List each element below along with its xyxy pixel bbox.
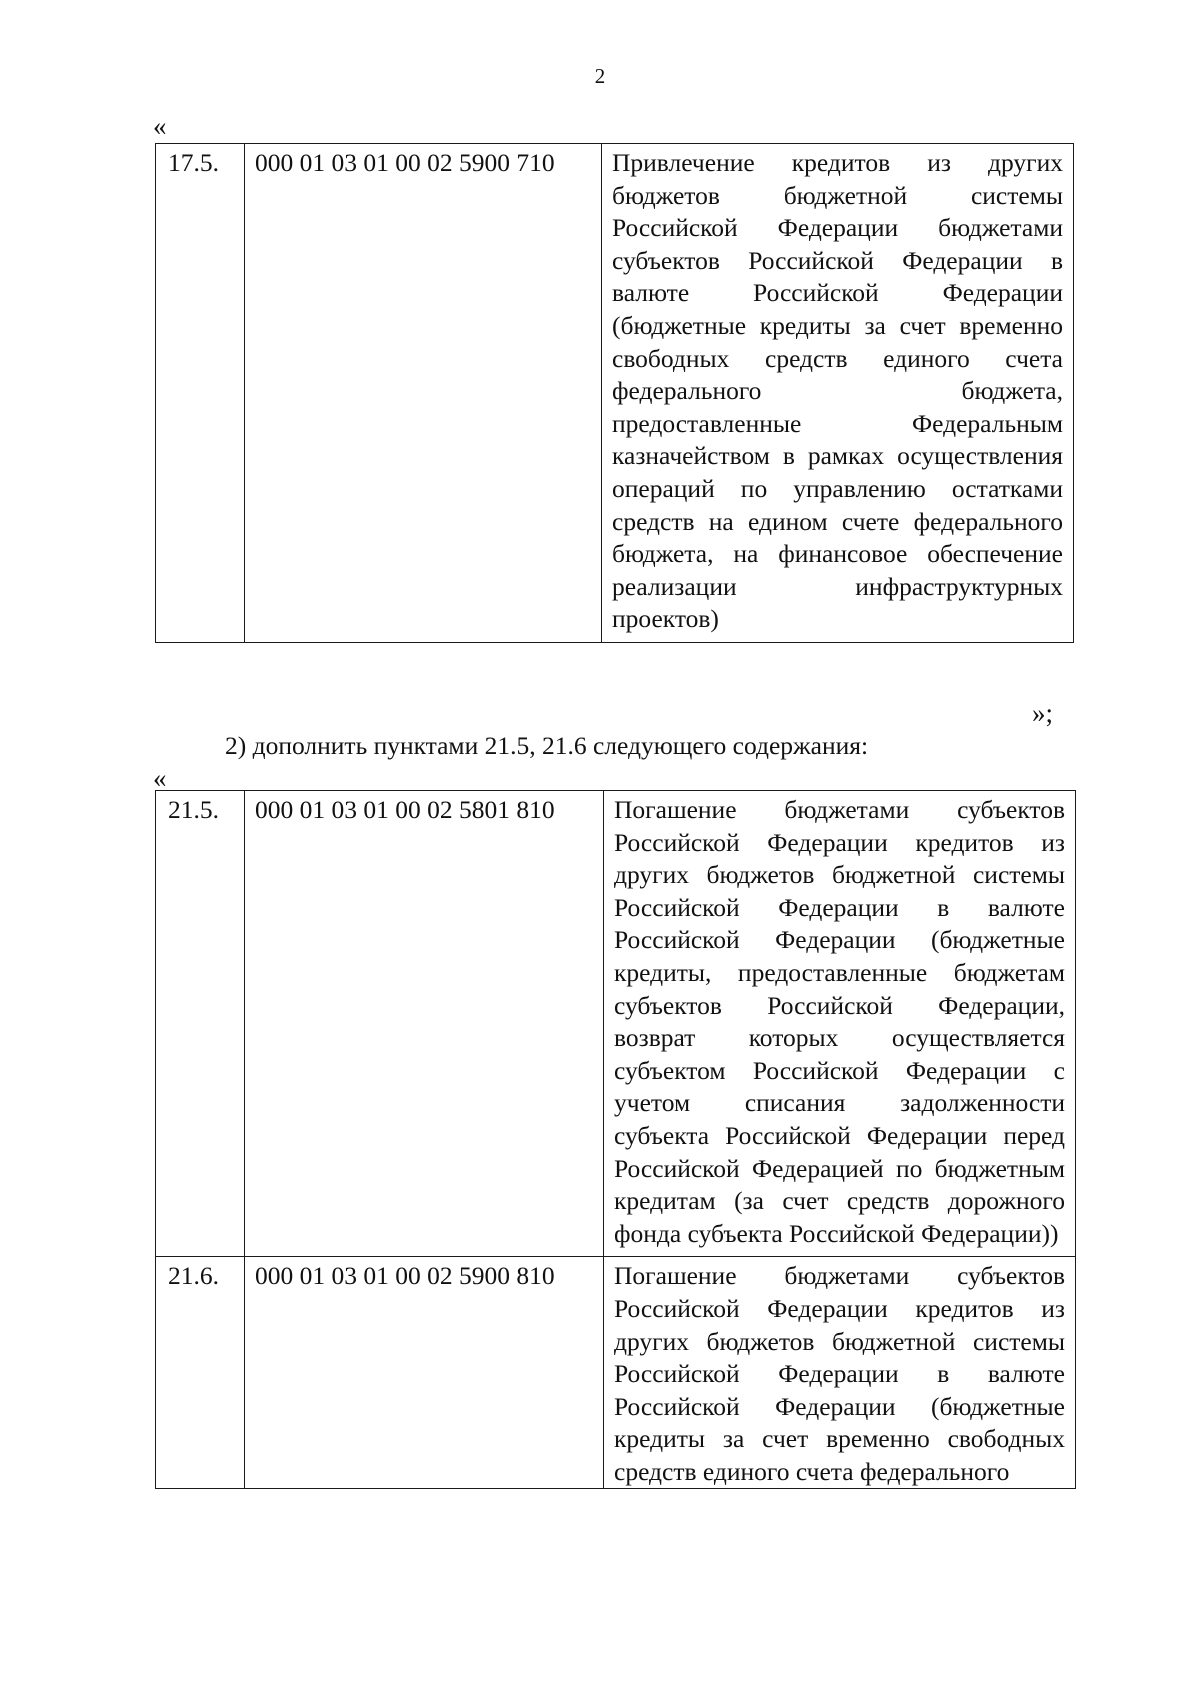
budget-code-cell: 000 01 03 01 00 02 5900 710	[245, 144, 602, 643]
table-row	[156, 144, 1074, 643]
amendment-paragraph: 2) дополнить пунктами 21.5, 21.6 следующего содержания:	[225, 731, 869, 760]
page-number: 2	[594, 64, 606, 88]
item-number-cell: 17.5.	[156, 144, 245, 643]
closing-quote-mark: »;	[1032, 698, 1054, 728]
budget-code-cell: 000 01 03 01 00 02 5801 810	[245, 791, 604, 1257]
item-description-cell: Погашение бюджетами субъектов Российской Федерации кредитов из других бюджетов бюджетной системы Российской Федерации в валюте Российской Федерации (бюджетные кредиты за счет временно свободных средств единого счета федерального	[604, 1257, 1076, 1489]
item-number-cell: 21.5.	[156, 791, 245, 1257]
opening-quote-mark: «	[153, 763, 167, 793]
item-description-cell: Погашение бюджетами субъектов Российской Федерации кредитов из других бюджетов бюджетной системы Российской Федерации в валюте Российской Федерации (бюджетные кредиты, предоставленные бюджетам субъектов Российской Федерации, возврат которых осуществляется субъектом Российской Федерации с учетом списания задолженности субъекта Российской Федерации перед Российской Федерацией по бюджетным кредитам (за счет средств дорожного фонда субъекта Российской Федерации))	[604, 791, 1076, 1257]
amendment-table-2	[155, 790, 1076, 1489]
opening-quote-mark: «	[153, 111, 167, 141]
table-row	[156, 791, 1076, 1257]
item-number-cell: 21.6.	[156, 1257, 245, 1489]
budget-code-cell: 000 01 03 01 00 02 5900 810	[245, 1257, 604, 1489]
amendment-table-1	[155, 143, 1074, 643]
item-description-cell: Привлечение кредитов из других бюджетов бюджетной системы Российской Федерации бюджетами субъектов Российской Федерации в валюте Российской Федерации (бюджетные кредиты за счет временно свободных средств единого счета федерального бюджета, предоставленные Федеральным казначейством в рамках осуществления операций по управлению остатками средств на едином счете федерального бюджета, на финансовое обеспечение реализации инфраструктурных проектов)	[602, 144, 1074, 643]
table-row	[156, 1257, 1076, 1489]
